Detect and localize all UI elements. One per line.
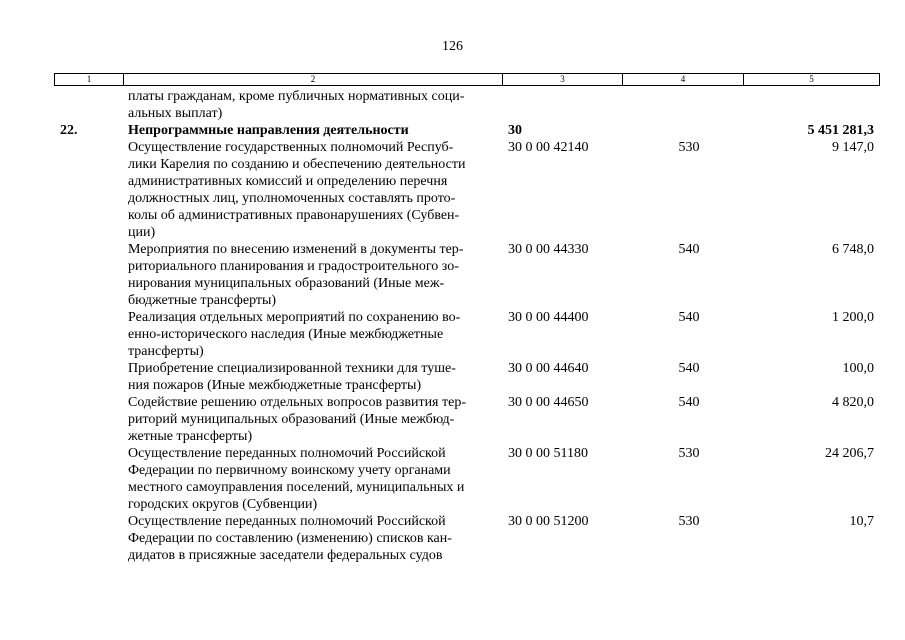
row-number: 22. bbox=[60, 123, 78, 138]
row-description: Осуществление переданных полномочий Российской Федерации по составлению (изменению) списков кан- дидатов в присяжные заседатели федеральных судов bbox=[128, 514, 452, 563]
column-header-5: 5 bbox=[744, 74, 880, 86]
row-amount: 5 451 281,3 bbox=[807, 123, 874, 138]
row-expense-type: 530 bbox=[678, 446, 700, 461]
column-header-row bbox=[55, 74, 880, 86]
table-row bbox=[54, 445, 880, 513]
row-amount: 6 748,0 bbox=[832, 242, 874, 257]
column-header-2: 2 bbox=[124, 74, 503, 86]
row-description: Содействие решению отдельных вопросов развития тер- риторий муниципальных образований (Иные межбюд- жетные трансферты) bbox=[128, 395, 466, 444]
row-amount: 9 147,0 bbox=[832, 140, 874, 155]
row-description: Приобретение специализированной техники для туше- ния пожаров (Иные межбюджетные трансферты) bbox=[128, 361, 456, 393]
row-target-code: 30 0 00 51200 bbox=[508, 514, 589, 529]
table-row bbox=[54, 139, 880, 241]
table-row bbox=[54, 360, 880, 394]
row-description: Непрограммные направления деятельности bbox=[128, 123, 409, 138]
row-description: Мероприятия по внесению изменений в документы тер- риториального планирования и градостроительного зо- нирования муниципальных образований (Иные меж- бюджетные трансферты) bbox=[128, 242, 464, 308]
row-expense-type: 540 bbox=[678, 242, 700, 257]
row-amount: 100,0 bbox=[842, 361, 874, 376]
row-description: Осуществление государственных полномочий Респуб- лики Карелия по созданию и обеспечению деятельности административных комиссий и определению перечня должностных лиц, уполномоченных составлять прото- колы об административных правонарушениях (Субвен- ции) bbox=[128, 140, 466, 240]
row-target-code: 30 0 00 44400 bbox=[508, 310, 589, 325]
row-amount: 1 200,0 bbox=[832, 310, 874, 325]
column-header-table bbox=[54, 73, 880, 86]
table-row-section-22 bbox=[54, 122, 880, 139]
row-target-code: 30 0 00 44650 bbox=[508, 395, 589, 410]
row-expense-type: 540 bbox=[678, 395, 700, 410]
row-description: Реализация отдельных мероприятий по сохранению во- енно-исторического наследия (Иные межбюджетные трансферты) bbox=[128, 310, 461, 359]
row-expense-type: 530 bbox=[678, 140, 700, 155]
column-header-3: 3 bbox=[503, 74, 623, 86]
table-row-continuation bbox=[54, 88, 880, 122]
row-expense-type: 540 bbox=[678, 361, 700, 376]
row-amount: 10,7 bbox=[849, 514, 874, 529]
row-target-code: 30 0 00 42140 bbox=[508, 140, 589, 155]
column-header-1: 1 bbox=[55, 74, 124, 86]
row-target-code: 30 0 00 44640 bbox=[508, 361, 589, 376]
row-amount: 4 820,0 bbox=[832, 395, 874, 410]
table-row bbox=[54, 513, 880, 564]
table-row bbox=[54, 394, 880, 445]
row-amount: 24 206,7 bbox=[825, 446, 874, 461]
row-target-code: 30 0 00 51180 bbox=[508, 446, 588, 461]
row-expense-type: 530 bbox=[678, 514, 700, 529]
row-description: Осуществление переданных полномочий Российской Федерации по первичному воинскому учету органами местного самоуправления поселений, муниципальных и городских округов (Субвенции) bbox=[128, 446, 465, 512]
row-expense-type: 540 bbox=[678, 310, 700, 325]
row-target-code: 30 bbox=[508, 123, 522, 138]
page-number: 126 bbox=[442, 39, 463, 54]
table-row bbox=[54, 241, 880, 309]
row-target-code: 30 0 00 44330 bbox=[508, 242, 589, 257]
table-row bbox=[54, 309, 880, 360]
column-header-4: 4 bbox=[623, 74, 744, 86]
table-body bbox=[54, 88, 880, 564]
row-description: платы гражданам, кроме публичных нормативных соци- альных выплат) bbox=[128, 89, 465, 121]
